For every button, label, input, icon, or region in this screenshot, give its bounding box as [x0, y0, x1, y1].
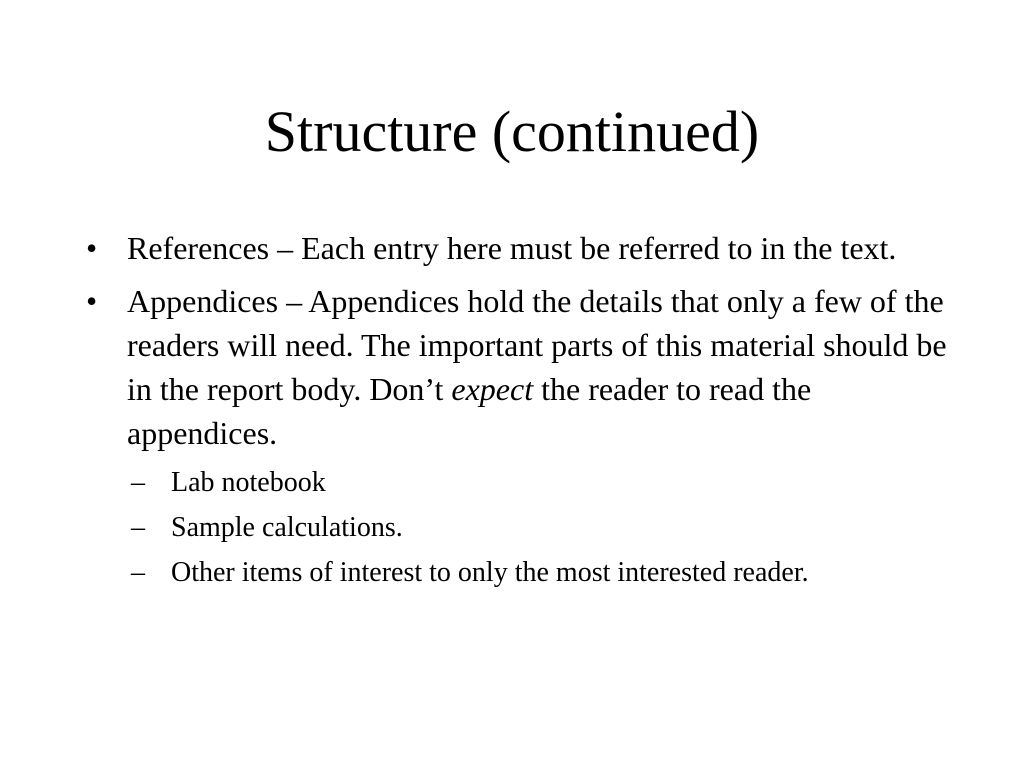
subbullet-text: Other items of interest to only the most interested reader. — [171, 557, 809, 588]
bullet-emphasis: expect — [451, 371, 534, 407]
subbullet-lab-notebook — [0, 464, 871, 501]
bullet-marker: • — [86, 283, 98, 319]
subbullet-marker: – — [131, 512, 145, 543]
bullet-references — [0, 226, 947, 270]
bullet-text: Appendices – Appendices hold the details that only a few of the readers will need. The important parts of this material should be in the report body. Don’t — [127, 283, 947, 407]
subbullet-text: Sample calculations. — [171, 512, 403, 543]
slide-body — [0, 226, 1024, 599]
slide-title: Structure (continued) — [264, 99, 760, 164]
bullet-appendices — [0, 279, 947, 455]
subbullet-text: Lab notebook — [171, 467, 326, 498]
subbullet-marker: – — [131, 467, 145, 498]
bullet-text: References – Each entry here must be referred to in the text. — [127, 230, 897, 266]
subbullet-sample-calculations — [0, 509, 871, 546]
bullet-marker: • — [86, 230, 98, 266]
bullet-text-end: the reader to read the appendices. — [127, 371, 812, 451]
subbullet-marker: – — [131, 557, 145, 588]
subbullet-other-items — [0, 554, 871, 591]
